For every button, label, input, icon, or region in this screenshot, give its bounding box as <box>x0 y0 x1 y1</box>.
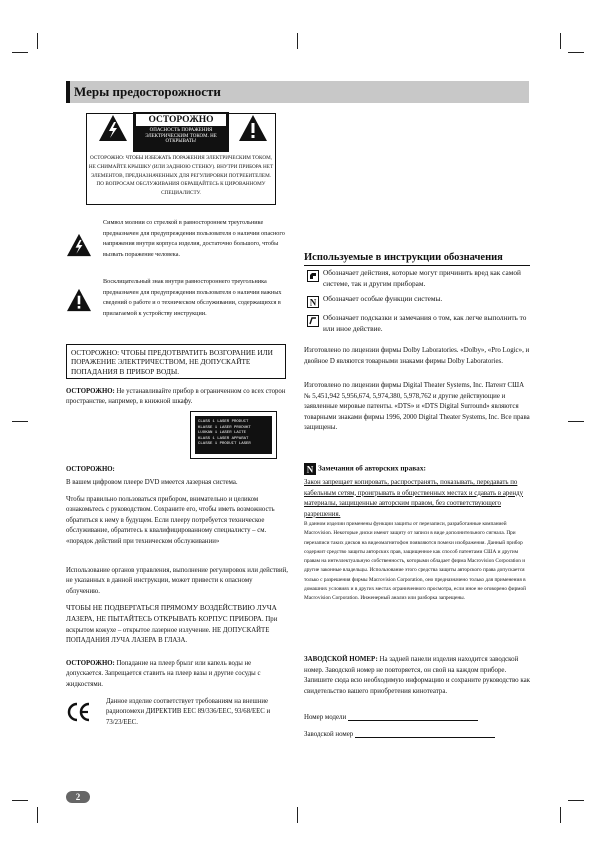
beam-warning-tail: При вскрытом кожухе – открытое лазерное излучение. НЕ ДОПУСКАЙТЕ ПОПАДАНИЯ ЛУЧА ЛАЗЕРА В ГЛАЗА. <box>66 616 278 645</box>
symbol-item-tip: Обозначает подсказки и замечания о том, как легче выполнить то или иное действие. <box>323 313 527 333</box>
crop-mark <box>12 421 28 422</box>
warning-heading: ОСТОРОЖНО <box>136 114 226 126</box>
caution-label: ОСТОРОЖНО: <box>66 660 115 667</box>
copyright-heading-text: Замечания об авторских правах: <box>318 463 426 473</box>
dts-notice: Изготовлено по лицензии фирмы Digital Theater Systems, Inc. Патент США № 5,451,942 5,956,674, 5,974,380, 5,978,762 и другие действующие и заявленные мировые патенты. «DTS» и «DTS Digital Surround» являются товарными знаками фирмы 1996, 2000 Digital Theater Systems, Inc. Все права защищены. <box>304 382 530 432</box>
ce-mark-icon <box>66 702 90 722</box>
laser-notice: В вашем цифровом плеере DVD имеется лазерная система. <box>66 479 238 486</box>
lightning-triangle-icon <box>66 233 92 257</box>
exclamation-symbol-text: Восклицательный знак внутри равностороннего треугольника предназначен для предупреждения пользователя о наличии важных сведений о работе и о техническом обслуживании, содержащихся в прилагаемой к устройству инструкции. <box>103 278 282 318</box>
warning-header <box>133 112 229 152</box>
copyright-heading <box>304 463 426 475</box>
model-number-label: Номер модели <box>304 714 347 721</box>
lightning-triangle-icon <box>98 114 128 142</box>
symbol-item-feature: Обозначает особые функции системы. <box>323 294 443 303</box>
feature-note-icon <box>307 295 319 307</box>
section-title-bar <box>66 81 529 103</box>
model-number-line <box>348 713 478 721</box>
crop-mark <box>297 807 298 823</box>
copyright-underlined: Закон запрещает копировать, распространять, показывать, передавать по кабельным сетям, проигрывать в общественных местах и сдавать в аренду материалы, защищенные авторским правом, без соответствующего разрешения. <box>304 479 524 518</box>
svg-text:N: N <box>306 464 314 475</box>
serial-label: ЗАВОДСКОЙ НОМЕР: <box>304 656 378 663</box>
controls-text: Использование органов управления, выполнение регулировок или действий, не указанных в данной инструкции, может привести к опасному облучению. <box>66 567 288 595</box>
install-caution <box>66 387 286 408</box>
usage-text: Чтобы правильно пользоваться прибором, внимательно и целиком ознакомьтесь с руководством. Сохраните его, чтобы иметь возможность обратиться к нему в будущем. Если плееру потребуется техническое обслуживание, обратитесь к квалифицированному специалисту – см. «порядок действий при техническом обслуживании» <box>66 496 275 545</box>
laser-class-label <box>190 411 277 459</box>
page-title: Меры предосторожности <box>74 84 221 99</box>
crop-mark <box>12 800 28 801</box>
laser-label-line: KLASSE 1 LASER PRODUKT <box>198 425 251 430</box>
serial-number-label: Заводской номер <box>304 731 354 738</box>
caution-label: ОСТОРОЖНО: <box>66 388 115 395</box>
crop-mark <box>560 807 561 823</box>
model-number-field <box>304 713 478 721</box>
symbol-item-caution: Обозначает действия, которые могут причинить вред как самой системе, так и другим приборам. <box>323 268 521 288</box>
tip-note-icon <box>307 314 319 326</box>
caution-hand-icon <box>307 269 319 281</box>
serial-number-field <box>304 730 495 738</box>
liquid-caution-text: Попадание на плеер брызг или капель воды не допускается. Запрещается ставить на плеер вазы и другие сосуды с жидкостями. <box>66 660 261 688</box>
beam-warning <box>66 603 288 647</box>
lightning-symbol-text: Символ молнии со стрелкой в равностороннем треугольнике предназначен для предупреждения пользователя о наличии опасного напряжения внутри корпуса изделия, достаточно большого, чтобы вызвать поражение человека. <box>103 219 285 259</box>
ce-text: Данное изделие соответствует требованиям на внешние радиопомехи ДИРЕКТИВ ЕЕС 89/336/EEC, 93/68/EEC и 73/23/EEC. <box>106 698 271 726</box>
serial-number-notice <box>304 655 530 697</box>
laser-label-line: LUOKAN 1 LASER LAITE <box>198 431 247 436</box>
laser-label-line: CLASSE 1 PRODUIT LASER <box>198 442 251 447</box>
install-caution-text: Не устанавливайте прибор в ограниченном со всех сторон пространстве, например, в книжной шкафу. <box>66 388 286 406</box>
symbols-heading: Используемые в инструкции обозначения <box>304 252 530 266</box>
svg-text:N: N <box>309 297 317 308</box>
exclamation-triangle-icon <box>238 114 268 142</box>
copyright-details: В данном изделии применены функции защиты от перезаписи, разработанные компанией Macrovision. Некоторые диски имеют защиту от записи в виде дополнительного сигнала. При перезаписи таких дисков на видеомагнитофон появляются помехи изображения. Данный прибор содержит средство защиты авторских прав, защищенное как способ патентами США и другим правам на интеллектуальную собственность, которыми обладает фирма Macrovision Corporation и другие законные владельцы. Использование этого средства защиты авторского права допускается только с разрешения фирмы Macrovision Corporation, оно предназначено только для применения в домашних условиях и в других местах ограниченного просмотра, если иное не оговорено фирмой Macrovision Corporation. Инженерный анализ или разборка запрещены. <box>304 521 526 602</box>
laser-label-line: KLASS 1 LASER APPARAT <box>198 436 249 441</box>
laser-label-line: CLASS 1 LASER PRODUCT <box>198 420 249 424</box>
dolby-notice: Изготовлено по лицензии фирмы Dolby Laboratories. «Dolby», «Pro Logic», и двойное D являются товарными знаками фирмы Dolby Laboratories. <box>304 347 530 365</box>
liquid-caution <box>66 659 288 690</box>
crop-mark <box>12 52 28 53</box>
crop-mark <box>568 421 584 422</box>
crop-mark <box>568 800 584 801</box>
warning-subheading: ОПАСНОСТЬ ПОРАЖЕНИЯ ЭЛЕКТРИЧЕСКИМ ТОКОМ. НЕ ОТКРЫВАТЬ! <box>145 128 217 144</box>
warning-body: ОСТОРОЖНО: ЧТОБЫ ИЗБЕЖАТЬ ПОРАЖЕНИЯ ЭЛЕКТРИЧЕСКИМ ТОКОМ, НЕ СНИМАЙТЕ КРЫШКУ (ИЛИ ЗАДНЮЮ СТЕНКУ). ВНУТРИ ПРИБОРА НЕТ ЭЛЕМЕНТОВ, ПРЕДНАЗНАЧЕННЫХ ДЛЯ РЕГУЛИРОВКИ ПОТРЕБИТЕЛЕМ. ПО ВОПРОСАМ ОБСЛУЖИВАНИЯ ОБРАЩАЙТЕСЬ К ЦИРОВАННОМУ СПЕЦИАЛИСТУ. <box>88 155 274 197</box>
fire-warning-box: ОСТОРОЖНО: ЧТОБЫ ПРЕДОТВРАТИТЬ ВОЗГОРАНИЕ ИЛИ ПОРАЖЕНИЕ ЭЛЕКТРИЧЕСТВОМ, НЕ ДОПУСКАЙТЕ ПОПАДАНИЯ В ПРИБОР ВОДЫ. <box>66 344 286 379</box>
crop-mark <box>560 33 561 49</box>
crop-mark <box>297 33 298 49</box>
page-number: 2 <box>66 791 90 803</box>
crop-mark <box>37 807 38 823</box>
exclamation-triangle-icon <box>66 288 92 312</box>
feature-note-icon <box>304 463 316 475</box>
beam-warning-caps: ЧТОБЫ НЕ ПОДВЕРГАТЬСЯ ПРЯМОМУ ВОЗДЕЙСТВИЮ ЛУЧА ЛАЗЕРА, НЕ ПЫТАЙТЕСЬ ОТКРЫВАТЬ КОРПУС ПРИБОРА. <box>66 603 277 624</box>
serial-number-line <box>355 730 495 738</box>
crop-mark <box>37 33 38 49</box>
caution-heading: ОСТОРОЖНО: <box>66 466 115 473</box>
crop-mark <box>568 52 584 53</box>
serial-text: На задней панели изделия находится заводской номер. Заводской номер не повторяется, он свой на каждом приборе. Запишите сюда всю необходимую информацию и сохраните руководство как свидетельство вашего приобретения кинотеатра. <box>304 656 530 695</box>
